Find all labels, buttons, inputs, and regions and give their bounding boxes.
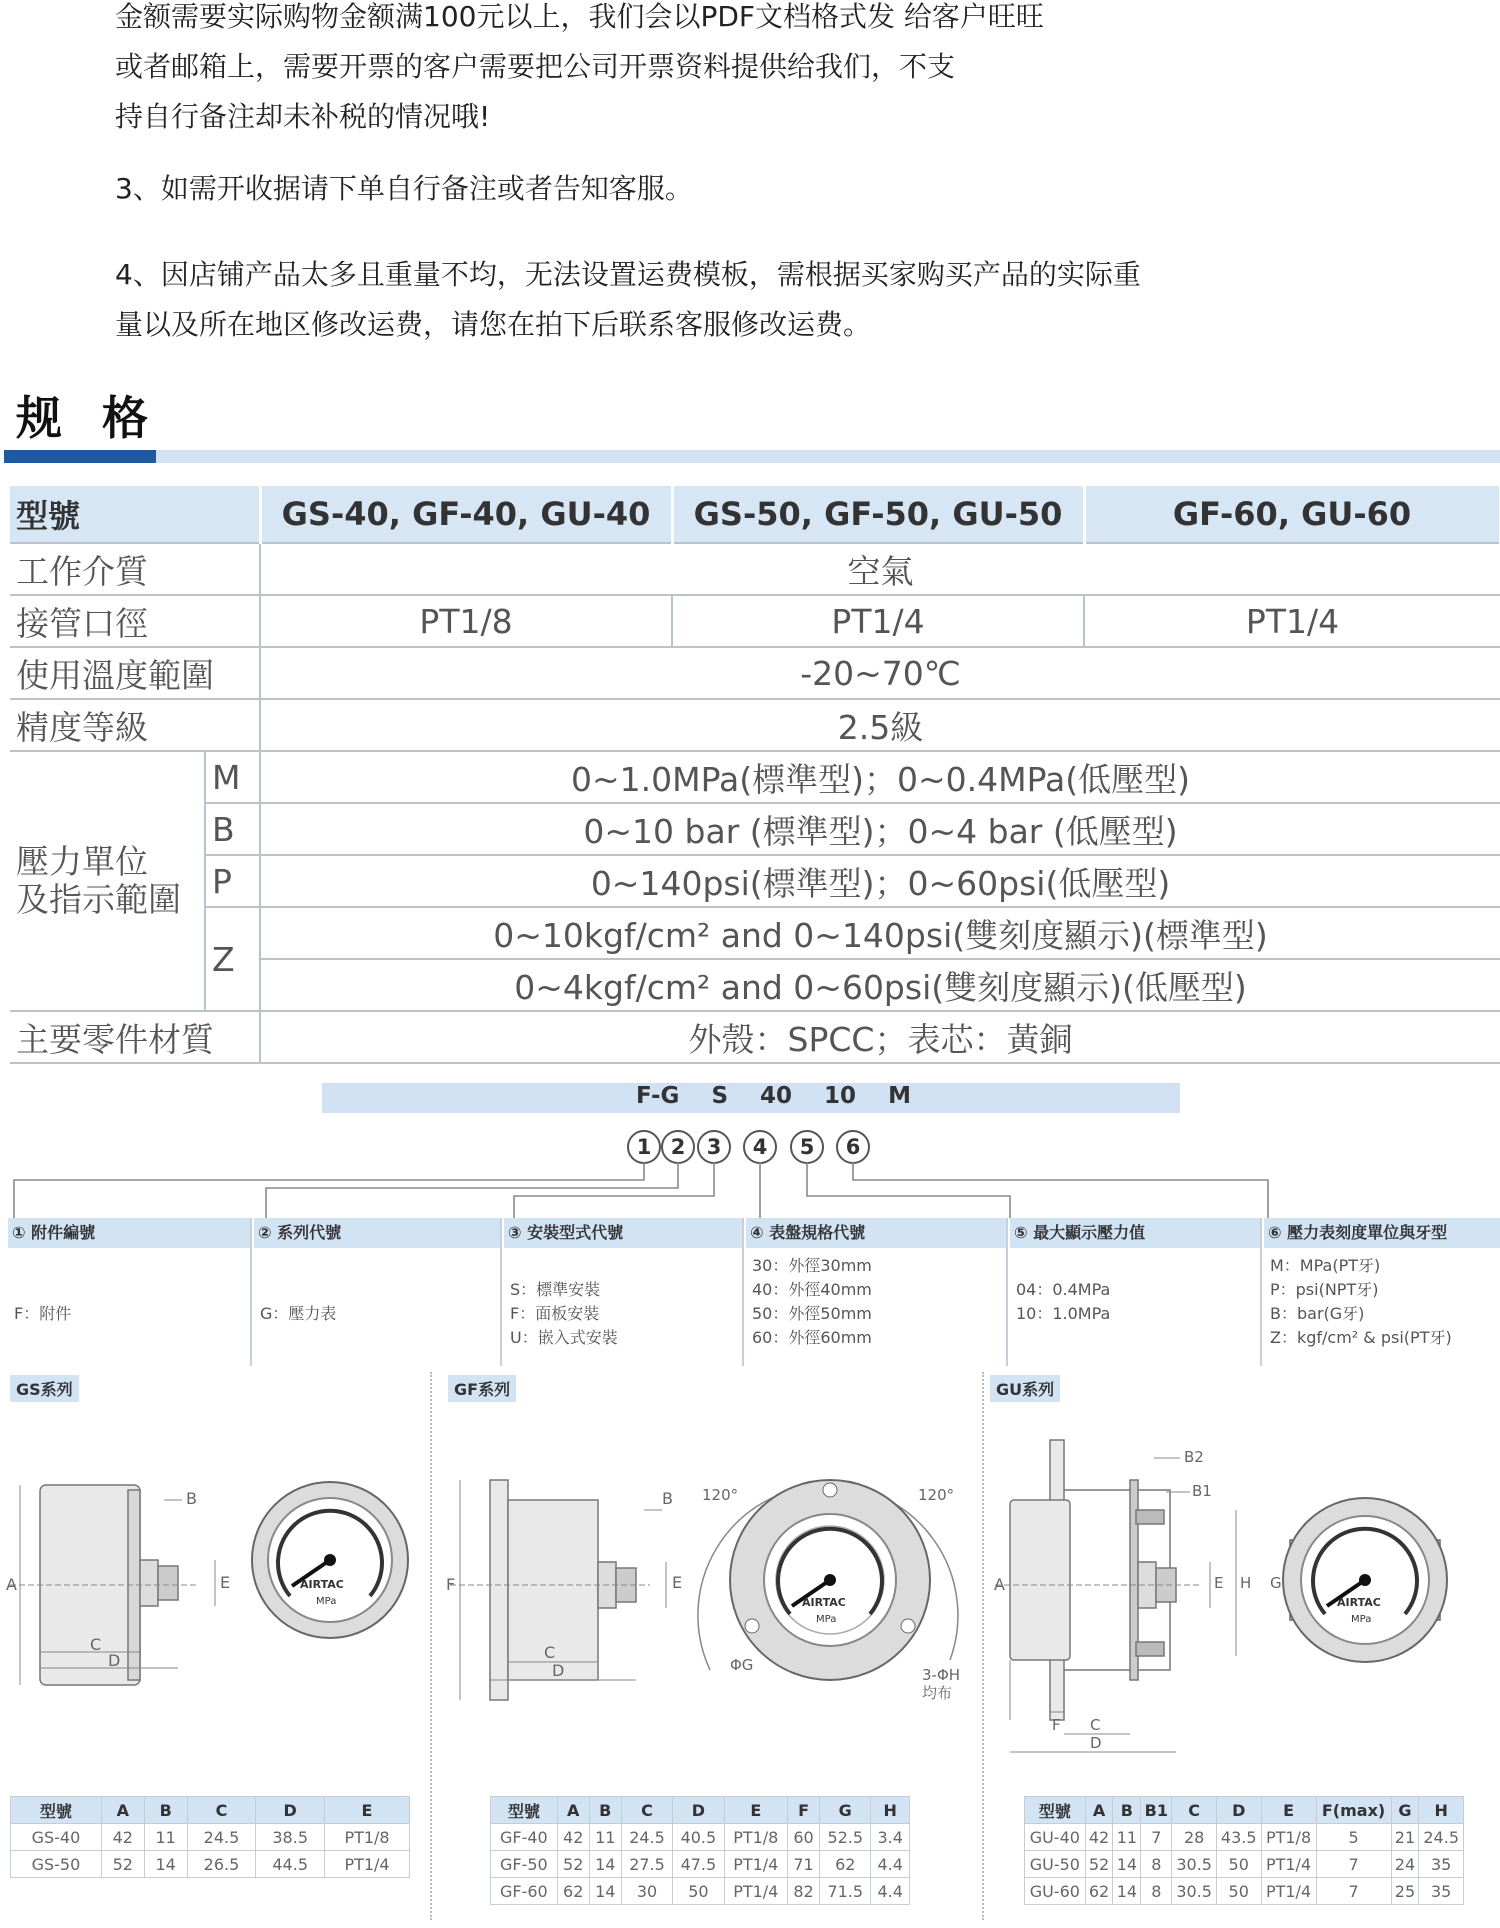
table-row [1025, 1878, 1464, 1905]
code-circle-3: 3 [697, 1130, 731, 1164]
table-cell: 52 [1085, 1851, 1113, 1878]
dim-label-f: F [1052, 1716, 1061, 1734]
table-row [491, 1851, 910, 1878]
table-cell: 27.5 [621, 1851, 672, 1878]
gauge-unit: MPa [1351, 1614, 1372, 1625]
table-cell: 7 [1316, 1851, 1391, 1878]
dim-label-e: E [1214, 1574, 1224, 1592]
table-row [1025, 1824, 1464, 1851]
spec-row [10, 647, 1500, 699]
table-cell: GF-60 [491, 1878, 558, 1905]
dim-header: E [1261, 1797, 1316, 1824]
dim-label-d: D [552, 1661, 565, 1680]
spec-header-label: 型號 [10, 486, 260, 543]
spec-title: 规 格 [16, 391, 161, 445]
table-cell: 8 [1141, 1851, 1172, 1878]
gf-gauge-face [698, 1480, 958, 1680]
table-cell: 5 [1316, 1824, 1391, 1851]
dim-label-b: B [662, 1489, 673, 1508]
table-cell: PT1/8 [1261, 1824, 1316, 1851]
gf-drawing [440, 1400, 980, 1720]
angle-label: 120° [918, 1486, 955, 1504]
spec-row [10, 543, 1500, 595]
spec-row [10, 1011, 1500, 1063]
gu-gauge-face [1283, 1498, 1447, 1662]
dim-header: D [1216, 1797, 1261, 1824]
table-cell: 71.5 [820, 1878, 871, 1905]
dim-header: B [589, 1797, 621, 1824]
pressure-code: B [205, 803, 260, 855]
table-cell: 42 [557, 1824, 589, 1851]
dim-label-g: G [1270, 1574, 1282, 1592]
table-cell: 44.5 [256, 1851, 325, 1878]
dim-header: G [1391, 1797, 1419, 1824]
spec-row [10, 595, 1500, 647]
table-cell: PT1/4 [1261, 1851, 1316, 1878]
table-cell: 35 [1419, 1851, 1464, 1878]
dim-header: F(max) [1316, 1797, 1391, 1824]
series-divider [430, 1372, 432, 1920]
table-cell: 21 [1391, 1824, 1419, 1851]
table-cell: 24.5 [1419, 1824, 1464, 1851]
table-cell: GU-40 [1025, 1824, 1086, 1851]
note-line: 金额需要实际购物金额满100元以上，我们会以PDF文档格式发 给客户旺旺 [115, 0, 1044, 33]
dim-label-c: C [1090, 1716, 1101, 1734]
spec-row [10, 699, 1500, 751]
pressure-label [10, 751, 205, 1011]
code-col [254, 1218, 502, 1366]
dim-label-c: C [544, 1643, 556, 1662]
table-cell: 30.5 [1172, 1878, 1217, 1905]
table-cell: 60 [788, 1824, 820, 1851]
table-cell: PT1/4 [724, 1851, 787, 1878]
spec-row-value: PT1/8 [260, 595, 672, 647]
dim-label-h: H [1240, 1574, 1252, 1592]
pressure-label-line1: 壓力單位 [16, 842, 148, 881]
table-row [491, 1824, 910, 1851]
gu-drawing [990, 1400, 1500, 1760]
pressure-value: 0~10 bar (標準型)；0~4 bar (低壓型) [260, 803, 1500, 855]
code-circle-2: 2 [661, 1130, 695, 1164]
note-line: 持自行备注却未补税的情况哦! [115, 100, 491, 133]
spec-row-value: 空氣 [260, 543, 1500, 595]
series-label-gf: GF系列 [448, 1375, 516, 1402]
code-col-body: 04：0.4MPa 10：1.0MPa [1016, 1280, 1111, 1323]
spec-row-value: -20~70℃ [260, 647, 1500, 699]
code-circle-6: 6 [836, 1130, 870, 1164]
code-col-head: ⑤ 最大顯示壓力值 [1010, 1218, 1260, 1248]
code-col [504, 1218, 744, 1366]
pressure-code: P [205, 855, 260, 907]
table-cell: 40.5 [673, 1824, 724, 1851]
table-cell: 52 [557, 1851, 589, 1878]
dim-header: E [724, 1797, 787, 1824]
spec-table [10, 486, 1500, 1064]
table-cell: GS-40 [11, 1824, 102, 1851]
pressure-label-line2: 及指示範圍 [16, 880, 181, 919]
title-underline [4, 450, 1500, 463]
dim-header: 型號 [11, 1797, 102, 1824]
spec-header-row [10, 486, 1500, 543]
table-row [11, 1851, 410, 1878]
table-cell: 28 [1172, 1824, 1217, 1851]
table-cell: PT1/8 [724, 1824, 787, 1851]
table-cell: 14 [1113, 1878, 1141, 1905]
table-cell: 11 [589, 1824, 621, 1851]
dim-label-d: D [1090, 1734, 1102, 1752]
table-cell: 30.5 [1172, 1851, 1217, 1878]
table-cell: 35 [1419, 1878, 1464, 1905]
dim-label-b2: B2 [1184, 1448, 1204, 1466]
spec-header-col: GS-50, GF-50, GU-50 [672, 486, 1084, 543]
dim-header: 型號 [491, 1797, 558, 1824]
note-item-4: 4、因店铺产品太多且重量不均，无法设置运费模板，需根据买家购买产品的实际重 [115, 258, 1141, 291]
table-cell: 11 [1113, 1824, 1141, 1851]
table-cell: GU-50 [1025, 1851, 1086, 1878]
table-cell: 43.5 [1216, 1824, 1261, 1851]
gs-gauge-face [252, 1482, 408, 1638]
dim-header: D [256, 1797, 325, 1824]
dim-header: F [788, 1797, 820, 1824]
code-col-body: M：MPa(PT牙) P：psi(NPT牙) B：bar(G牙) Z：kgf/cm² & psi(PT牙) [1270, 1256, 1452, 1347]
table-cell: PT1/8 [325, 1824, 410, 1851]
code-col-head: ③ 安裝型式代號 [504, 1218, 742, 1248]
title-underline-accent [4, 450, 156, 463]
code-circle-5: 5 [790, 1130, 824, 1164]
dim-header: B [144, 1797, 187, 1824]
dim-label-e: E [220, 1573, 231, 1592]
pressure-value: 0~4kgf/cm² and 0~60psi(雙刻度顯示)(低壓型) [260, 959, 1500, 1011]
table-cell: 24 [1391, 1851, 1419, 1878]
dim-header: A [557, 1797, 589, 1824]
table-cell: 52 [101, 1851, 144, 1878]
table-cell: 11 [144, 1824, 187, 1851]
table-cell: 14 [144, 1851, 187, 1878]
holes-label: 3-ΦH [922, 1666, 961, 1684]
pressure-code: M [205, 751, 260, 803]
table-cell: GF-40 [491, 1824, 558, 1851]
table-cell: 25 [1391, 1878, 1419, 1905]
dim-label-b: B [186, 1489, 197, 1508]
table-cell: 24.5 [187, 1824, 256, 1851]
code-col-head: ⑥ 壓力表刻度單位與牙型 [1264, 1218, 1500, 1248]
table-cell: 82 [788, 1878, 820, 1905]
notes-section [115, 0, 1415, 350]
table-row [11, 1824, 410, 1851]
code-col-body: G：壓力表 [260, 1304, 337, 1323]
table-cell: 7 [1316, 1878, 1391, 1905]
dim-header: H [1419, 1797, 1464, 1824]
dim-label-f: F [446, 1575, 456, 1594]
dim-header: B1 [1141, 1797, 1172, 1824]
table-cell: GS-50 [11, 1851, 102, 1878]
holes-label-2: 均布 [922, 1684, 953, 1702]
table-cell: 62 [820, 1851, 871, 1878]
dim-header: A [1085, 1797, 1113, 1824]
gu-dim-table [1024, 1796, 1464, 1905]
dim-header: 型號 [1025, 1797, 1086, 1824]
dim-header: C [621, 1797, 672, 1824]
table-cell: 52.5 [820, 1824, 871, 1851]
series-divider [982, 1372, 984, 1920]
table-cell: 4.4 [871, 1851, 910, 1878]
code-col-head: ② 系列代號 [254, 1218, 500, 1248]
series-label-gs: GS系列 [10, 1375, 79, 1402]
table-cell: 4.4 [871, 1878, 910, 1905]
spec-row [10, 855, 1500, 907]
table-cell: 42 [1085, 1824, 1113, 1851]
dim-header: D [673, 1797, 724, 1824]
spec-header-col: GS-40, GF-40, GU-40 [260, 486, 672, 543]
table-cell: 14 [589, 1878, 621, 1905]
note-item-3: 3、如需开收据请下单自行备注或者告知客服。 [115, 172, 693, 205]
table-row [1025, 1851, 1464, 1878]
pressure-value: 0~1.0MPa(標準型)；0~0.4MPa(低壓型) [260, 751, 1500, 803]
gauge-unit: MPa [316, 1596, 337, 1607]
gauge-brand: AIRTAC [802, 1596, 846, 1609]
dim-header: A [101, 1797, 144, 1824]
dim-label-e: E [672, 1573, 683, 1592]
code-col-body: S：標準安裝 F：面板安裝 U：嵌入式安裝 [510, 1280, 618, 1347]
table-cell: 42 [101, 1824, 144, 1851]
order-code: F-G S 40 10 M [636, 1083, 911, 1109]
code-col-head: ① 附件編號 [8, 1218, 250, 1248]
gauge-brand: AIRTAC [300, 1578, 344, 1591]
table-cell: 71 [788, 1851, 820, 1878]
angle-label: 120° [702, 1486, 739, 1504]
spec-row-value: PT1/4 [1084, 595, 1500, 647]
table-cell: 30 [621, 1878, 672, 1905]
table-cell: GF-50 [491, 1851, 558, 1878]
gauge-brand: AIRTAC [1337, 1596, 1381, 1609]
dim-header: B [1113, 1797, 1141, 1824]
code-circle-4: 4 [743, 1130, 777, 1164]
table-cell: PT1/4 [1261, 1878, 1316, 1905]
code-circle-1: 1 [627, 1130, 661, 1164]
dim-header: C [187, 1797, 256, 1824]
phi-g-label: ΦG [730, 1656, 754, 1674]
table-cell: 8 [1141, 1878, 1172, 1905]
table-cell: 3.4 [871, 1824, 910, 1851]
gs-dim-table [10, 1796, 410, 1878]
dim-label-a: A [994, 1575, 1005, 1594]
spec-row-label: 工作介質 [10, 543, 260, 595]
code-col-body: F：附件 [14, 1304, 72, 1323]
gf-dim-table [490, 1796, 910, 1905]
table-cell: 50 [673, 1878, 724, 1905]
spec-row-label: 使用溫度範圍 [10, 647, 260, 699]
spec-row-label: 精度等級 [10, 699, 260, 751]
pressure-value: 0~140psi(標準型)；0~60psi(低壓型) [260, 855, 1500, 907]
code-col [1264, 1218, 1500, 1366]
spec-row-value: PT1/4 [672, 595, 1084, 647]
order-code-table [8, 1218, 1500, 1366]
table-cell: 7 [1141, 1824, 1172, 1851]
code-col-head: ④ 表盤規格代號 [746, 1218, 1006, 1248]
gauge-unit: MPa [816, 1614, 837, 1625]
table-cell: 62 [1085, 1878, 1113, 1905]
dim-header: H [871, 1797, 910, 1824]
code-connector-lines [0, 1160, 1500, 1220]
table-cell: 24.5 [621, 1824, 672, 1851]
dim-header: G [820, 1797, 871, 1824]
note-line: 或者邮箱上，需要开票的客户需要把公司开票资料提供给我们，不支 [115, 50, 956, 83]
table-cell: PT1/4 [724, 1878, 787, 1905]
spec-row [10, 803, 1500, 855]
pressure-value: 0~10kgf/cm² and 0~140psi(雙刻度顯示)(標準型) [260, 907, 1500, 959]
note-item-4-cont: 量以及所在地区修改运费，请您在拍下后联系客服修改运费。 [115, 308, 872, 341]
dim-header: E [325, 1797, 410, 1824]
table-cell: 50 [1216, 1878, 1261, 1905]
spec-row-label: 主要零件材質 [10, 1011, 260, 1063]
table-cell: PT1/4 [325, 1851, 410, 1878]
gs-drawing [0, 1400, 430, 1700]
table-cell: 62 [557, 1878, 589, 1905]
code-col [746, 1218, 1008, 1366]
pressure-code: Z [205, 907, 260, 1011]
dim-header: C [1172, 1797, 1217, 1824]
dim-label-a: A [6, 1575, 17, 1594]
table-cell: 26.5 [187, 1851, 256, 1878]
code-col [8, 1218, 252, 1366]
spec-row [10, 751, 1500, 803]
table-cell: GU-60 [1025, 1878, 1086, 1905]
table-row [491, 1878, 910, 1905]
dim-label-c: C [90, 1635, 102, 1654]
dim-label-b1: B1 [1192, 1482, 1212, 1500]
spec-row-label: 接管口徑 [10, 595, 260, 647]
dim-label-d: D [108, 1651, 121, 1670]
spec-header-col: GF-60, GU-60 [1084, 486, 1500, 543]
table-cell: 14 [589, 1851, 621, 1878]
table-cell: 14 [1113, 1851, 1141, 1878]
spec-row [10, 907, 1500, 959]
series-label-gu: GU系列 [990, 1375, 1060, 1402]
table-cell: 38.5 [256, 1824, 325, 1851]
spec-row-value: 外殼：SPCC；表芯：黃銅 [260, 1011, 1500, 1063]
table-cell: 50 [1216, 1851, 1261, 1878]
spec-row-value: 2.5級 [260, 699, 1500, 751]
table-cell: 47.5 [673, 1851, 724, 1878]
code-col-body: 30：外徑30mm 40：外徑40mm 50：外徑50mm 60：外徑60mm [752, 1256, 872, 1347]
code-col [1010, 1218, 1262, 1366]
